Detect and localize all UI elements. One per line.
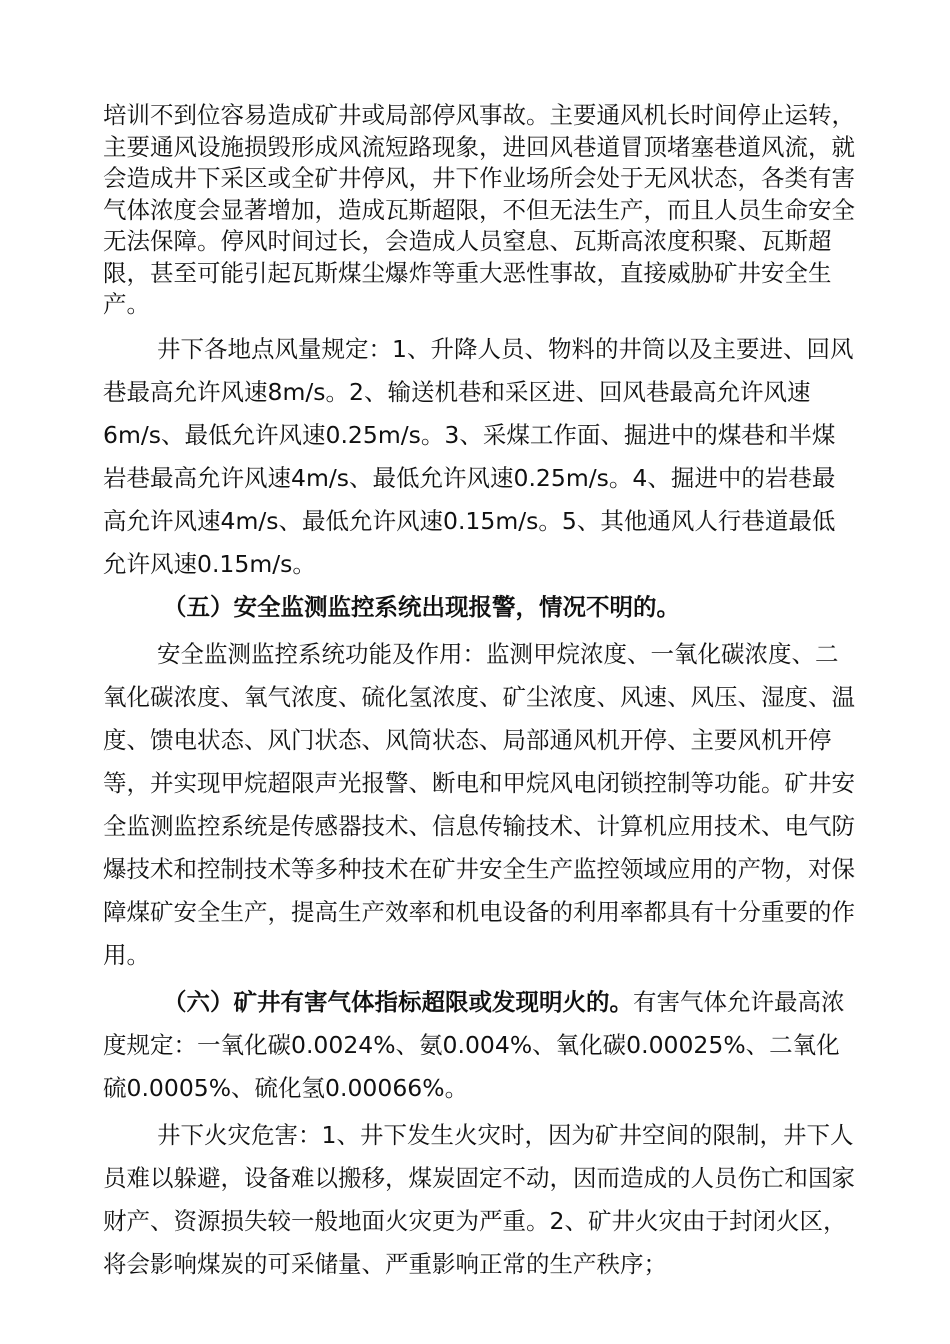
harmful-gas-limits-text: 有害气体允许最高浓度规定：一氧化碳0.0024%、氨0.004%、氧化碳0.00025%、二氧化硫0.0005%、硫化氢0.00066%。 (103, 987, 845, 1102)
section-heading-five: （五）安全监测监控系统出现报警，情况不明的。 (163, 592, 680, 621)
paragraph-ventilation-failure: 培训不到位容易造成矿井或局部停风事故。主要通风机长时间停止运转，主要通风设施损毁形成风流短路现象，进回风巷道冒顶堵塞巷道风流，就会造成井下采区或全矿井停风，井下作业场所会处于无风状态，各类有害气体浓度会显著增加，造成瓦斯超限，不但无法生产，而且人员生命安全无法保障。停风时间过长，会造成人员窒息、瓦斯高浓度积聚、瓦斯超限，甚至可能引起瓦斯煤尘爆炸等重大恶性事故，直接威胁矿井安全生产。 (103, 101, 855, 318)
paragraph-airflow-regulations: 井下各地点风量规定：1、升降人员、物料的井筒以及主要进、回风巷最高允许风速8m/s。2、输送机巷和采区进、回风巷最高允许风速6m/s、最低允许风速0.25m/s。3、采煤工作面、掘进中的煤巷和半煤岩巷最高允许风速4m/s、最低允许风速0.25m/s。4、掘进中的岩巷最高允许风速4m/s、最低允许风速0.15m/s。5、其他通风人行巷道最低允许风速0.15m/s。 (103, 334, 854, 578)
paragraph-harmful-gas (103, 981, 855, 1110)
document-page (103, 100, 855, 1286)
paragraph-monitoring-system: 安全监测监控系统功能及作用：监测甲烷浓度、一氧化碳浓度、二氧化碳浓度、氧气浓度、硫化氢浓度、矿尘浓度、风速、风压、湿度、温度、馈电状态、风门状态、风筒状态、局部通风机开停、主要风机开停等，并实现甲烷超限声光报警、断电和甲烷风电闭锁控制等功能。矿井安全监测监控系统是传感器技术、信息传输技术、计算机应用技术、电气防爆技术和控制技术等多种技术在矿井安全生产监控领域应用的产物，对保障煤矿安全生产，提高生产效率和机电设备的利用率都具有十分重要的作用。 (103, 639, 855, 969)
section-heading-six: （六）矿井有害气体指标超限或发现明火的。 (163, 987, 633, 1016)
paragraph-fire-hazards: 井下火灾危害：1、井下发生火灾时，因为矿井空间的限制，井下人员难以躲避，设备难以搬移，煤炭固定不动，因而造成的人员伤亡和国家财产、资源损失较一般地面火灾更为严重。2、矿井火灾由于封闭火区，将会影响煤炭的可采储量、严重影响正常的生产秩序； (103, 1120, 855, 1278)
